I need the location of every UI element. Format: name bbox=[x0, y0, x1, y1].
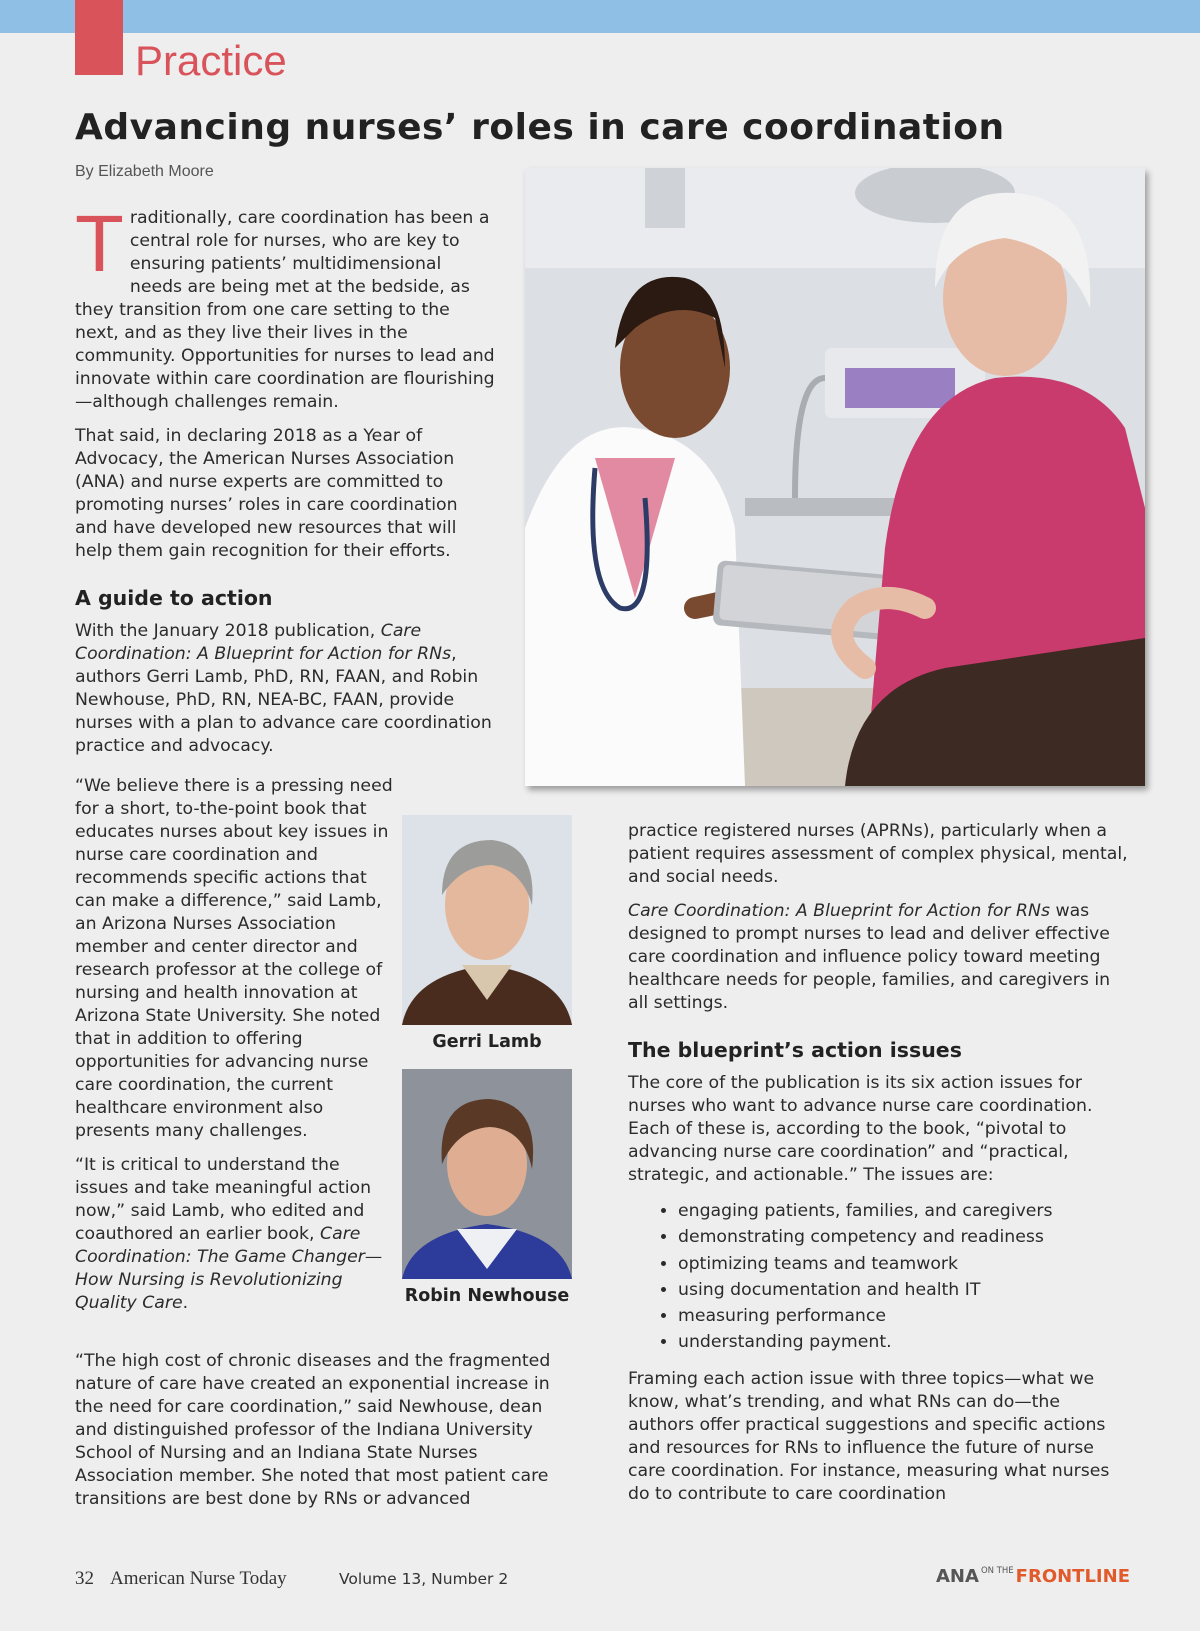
list-item: • understanding payment. bbox=[678, 1329, 1128, 1355]
intro-text-1: raditionally, care coordination has been a central role for nurses, who are key to ensuring patients’ multidimensional needs are being met at the bedside, as they transition from one care setting to the next, and as they live their lives in the community. Opportunities for nurses to lead and innovate within care coordination are flourishing—although challenges remain. bbox=[75, 208, 495, 412]
guide-p3-text-a: “It is critical to understand the issues and take meaningful action now,” said Lamb, who edited and coauthored an earlier book, bbox=[75, 1155, 372, 1244]
caption-robin-newhouse: Robin Newhouse bbox=[404, 1286, 570, 1306]
intro-paragraph-2: That said, in declaring 2018 as a Year of Advocacy, the American Nurses Association (ANA) and nurse experts are committed to promoting nurses’ roles in care coordination and have developed new resources that will help them gain recognition for their efforts. bbox=[75, 426, 458, 561]
book-title-blueprint: Care Coordination: A Blueprint for Action for RNs bbox=[75, 621, 452, 664]
guide-paragraph-1 bbox=[75, 620, 495, 758]
section-label: Practice bbox=[135, 37, 287, 84]
action-issues-heading: The blueprint’s action issues bbox=[628, 1038, 962, 1062]
action-issues-list bbox=[628, 1198, 1128, 1356]
nurse-patient-illustration bbox=[525, 168, 1145, 786]
book-title-blueprint-2: Care Coordination: A Blueprint for Action for RNs bbox=[628, 901, 1050, 921]
guide-paragraph-4: “The high cost of chronic diseases and the fragmented nature of care have created an exponential increase in the need for care coordination,” said Newhouse, dean and distinguished professor of the Indiana University School of Nursing and an Indiana State Nurses Association member. She noted that most patient care transitions are best done by RNs or advanced bbox=[75, 1351, 551, 1509]
gerri-lamb-photo bbox=[402, 815, 572, 1025]
ana-on-the-frontline-logo bbox=[936, 1566, 1130, 1587]
right-paragraph-4: Framing each action issue with three topics—what we know, what’s trending, and what RNs can do—the authors offer practical suggestions and specific actions and resources for RNs to influence the future of nurse care coordination. For instance, measuring what nurses do to contribute to care coordination bbox=[628, 1368, 1110, 1504]
top-color-bar bbox=[0, 0, 1200, 33]
gerri-lamb-portrait bbox=[402, 815, 572, 1025]
brand-frontline: FRONTLINE bbox=[1015, 1566, 1130, 1587]
page-number: 32 bbox=[75, 1568, 94, 1589]
list-item: • using documentation and health IT bbox=[678, 1277, 1128, 1303]
right-paragraph-3: The core of the publication is its six action issues for nurses who want to advance nurse care coordination. Each of these is, according to the book, “pivotal to advancing nurse care coordination” and “practical, strategic, and actionable.” The issues are: bbox=[628, 1073, 1093, 1185]
intro-paragraph-1 bbox=[75, 199, 495, 414]
guide-paragraph-3 bbox=[75, 1154, 395, 1315]
robin-newhouse-portrait bbox=[402, 1069, 572, 1279]
guide-p3-text-b: . bbox=[182, 1293, 189, 1313]
byline: By Elizabeth Moore bbox=[75, 163, 214, 180]
caption-gerri-lamb: Gerri Lamb bbox=[432, 1032, 542, 1052]
book-title-game-changer: Care Coordination: The Game Changer—How Nursing is Revolutionizing Quality Care bbox=[75, 1224, 383, 1313]
robin-newhouse-photo bbox=[402, 1069, 572, 1279]
left-narrow-column bbox=[75, 775, 395, 1326]
list-item: • demonstrating competency and readiness bbox=[678, 1224, 1128, 1250]
drop-cap: T bbox=[75, 199, 124, 288]
left-column bbox=[75, 199, 495, 769]
brand-ana: ANA bbox=[936, 1566, 979, 1587]
guide-p1-text-b: , authors Gerri Lamb, PhD, RN, FAAN, and Robin Newhouse, PhD, RN, NEA-BC, FAAN, provide nurses with a plan to advance care coordination practice and advocacy. bbox=[75, 644, 492, 756]
list-item: • optimizing teams and teamwork bbox=[678, 1251, 1128, 1277]
nurse-patient-photo bbox=[525, 168, 1145, 786]
magazine-name: American Nurse Today bbox=[110, 1568, 287, 1589]
volume-number: Volume 13, Number 2 bbox=[339, 1570, 509, 1588]
right-paragraph-1: practice registered nurses (APRNs), particularly when a patient requires assessment of complex physical, mental, and social needs. bbox=[628, 821, 1128, 887]
list-item: • engaging patients, families, and caregivers bbox=[678, 1198, 1128, 1224]
right-paragraph-2 bbox=[628, 900, 1128, 1015]
footer-folio bbox=[75, 1568, 287, 1590]
article-headline: Advancing nurses’ roles in care coordination bbox=[75, 107, 1005, 148]
guide-heading: A guide to action bbox=[75, 586, 273, 610]
left-wide-column bbox=[75, 1350, 580, 1522]
guide-paragraph-2: “We believe there is a pressing need for a short, to-the-point book that educates nurses about key issues in nurse care coordination and recommends specific actions that can make a difference,” said Lamb, an Arizona Nurses Association member and center director and research professor at the college of nursing and health innovation at Arizona State University. She noted that in addition to offering opportunities for advancing nurse care coordination, the current healthcare environment also presents many challenges. bbox=[75, 776, 393, 1141]
right-p2-text: was designed to prompt nurses to lead and deliver effective care coordination and influence policy toward meeting healthcare needs for people, families, and caregivers in all settings. bbox=[628, 901, 1111, 1013]
right-column bbox=[628, 820, 1128, 1517]
list-item: • measuring performance bbox=[678, 1303, 1128, 1329]
brand-on-the: ON THE bbox=[980, 1566, 1014, 1576]
guide-p1-text-a: With the January 2018 publication, bbox=[75, 621, 381, 641]
section-marker-block bbox=[75, 0, 123, 75]
